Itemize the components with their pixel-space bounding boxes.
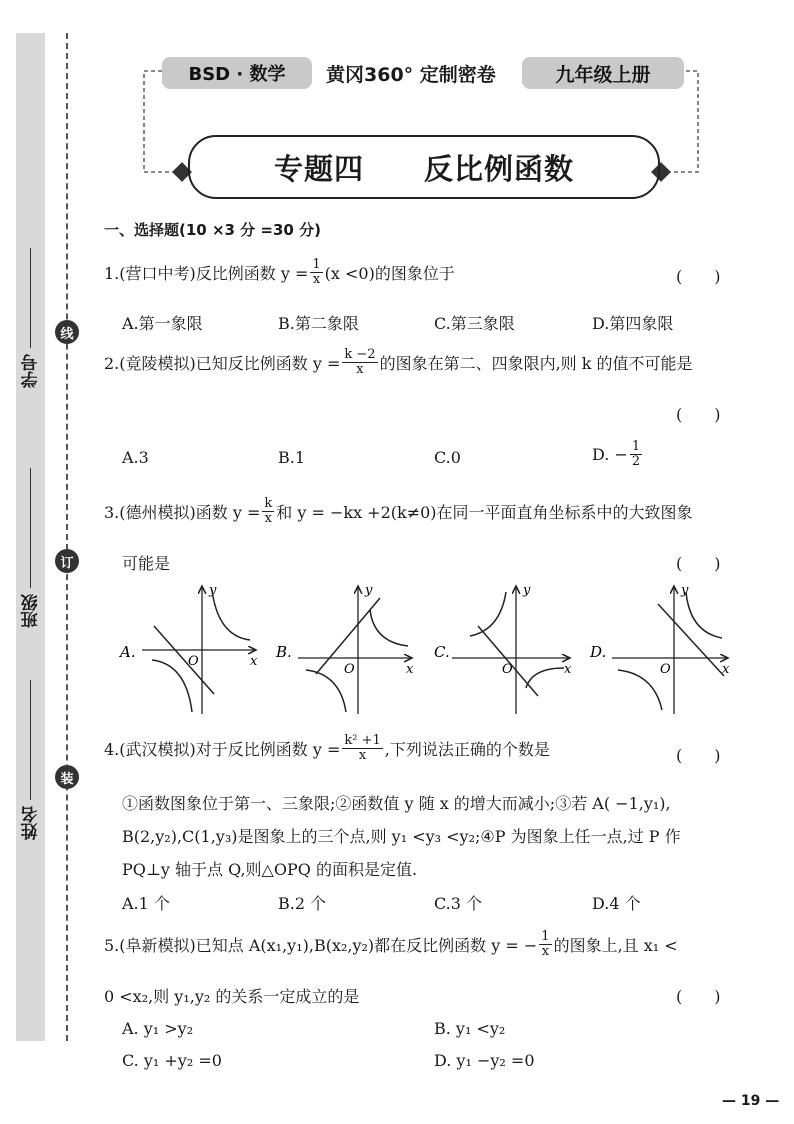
q5-option-b: B. y₁ <y₂ [434,1019,506,1038]
q4-option-a: A.1 个 [122,894,170,913]
q4-option-b: B.2 个 [278,894,327,913]
q5-suffix: 的图象上,且 x₁ < [553,936,678,955]
graph-a-x-label: x [250,654,258,669]
binding-mark-ding: 订 [55,549,79,573]
graph-d-hyperbola-2 [618,670,662,710]
graph-a-y-label: y [209,583,217,598]
graph-b-hyperbola-1 [370,610,408,646]
student-id-label: 学号 [21,354,42,388]
q2-option-a: A.3 [122,448,149,467]
q3-frac-den: x [264,511,272,526]
q1-frac-den: x [312,272,321,287]
name-underline [31,680,32,800]
q1-suffix: (x <0)的图象位于 [324,264,455,283]
binding-mark-xian: 线 [55,320,79,344]
q5-line2: 0 <x₂,则 y₁,y₂ 的关系一定成立的是 [104,987,360,1006]
class-underline [31,468,32,588]
question-3 [104,497,693,526]
q3-suffix: 和 y = −kx +2(k≠0)在同一平面直角坐标系中的大致图象 [276,503,693,522]
series-title: 黄冈360° 定制密卷 [326,64,496,86]
q1-option-a: A.第一象限 [122,314,203,333]
graph-a-label: A. [120,643,136,661]
q2-prefix: 2.(竟陵模拟)已知反比例函数 y = [104,354,341,373]
q4-frac-num: k² +1 [344,733,381,748]
q5-answer-blank[interactable]: ( ) [676,987,721,1006]
graph-d-origin: O [660,662,671,677]
q2-fraction [342,348,377,377]
graph-b-label: B. [276,643,292,661]
q2-option-d-label: D. − [592,445,628,464]
q2-answer-blank[interactable]: ( ) [676,405,721,424]
graph-a-origin: O [188,654,199,669]
question-4 [104,734,550,763]
q3-frac-num: k [264,496,273,511]
question-5 [104,930,678,959]
graph-a-hyperbola-2 [152,660,192,712]
q4-statement-line2: B(2,y₂),C(1,y₃)是图象上的三个点,则 y₁ <y₃ <y₂;④P 为图象上任一点,过 P 作 [122,827,681,846]
graph-c-y-label: y [523,583,531,598]
graph-d-x-label: x [722,662,730,677]
cut-line [66,33,68,1041]
class-label: 班级 [21,594,42,628]
q2-suffix: 的图象在第二、四象限内,则 k 的值不可能是 [379,354,693,373]
student-id-field [14,228,48,388]
graph-b-origin: O [344,662,355,677]
graph-d-label: D. [590,643,607,661]
graph-a-hyperbola-1 [212,590,250,640]
graph-c-origin: O [502,662,513,677]
q1-fraction [310,258,322,287]
q5-option-a: A. y₁ >y₂ [122,1019,194,1038]
q2-frac-den: x [356,362,364,377]
grade-pill: 九年级上册 [522,57,684,89]
graph-a [118,583,258,714]
q4-fraction [342,734,382,763]
q3-line2: 可能是 [122,554,171,573]
graph-d [589,583,730,714]
topic-title: 专题四 反比例函数 [273,151,574,186]
question-1 [104,258,455,287]
q3-prefix: 3.(德州模拟)函数 y = [104,503,261,522]
q1-frac-num: 1 [312,257,321,272]
q4-statement-line1: ①函数图象位于第一、三象限;②函数值 y 随 x 的增大而减小;③若 A( −1,y₁), [122,794,671,813]
q2-option-d-fraction [630,440,642,469]
q5-prefix: 5.(阜新模拟)已知点 A(x₁,y₁),B(x₂,y₂)都在反比例函数 y = − [104,936,538,955]
q2-option-d [592,440,644,469]
q4-statement-line3: PQ⊥y 轴于点 Q,则△OPQ 的面积是定值. [122,860,418,879]
q2-d-den: 2 [631,454,641,469]
q3-answer-blank[interactable]: ( ) [676,554,721,573]
q5-frac-num: 1 [541,929,550,944]
q1-option-b: B.第二象限 [278,314,359,333]
question-2 [104,348,693,377]
graph-b-hyperbola-2 [306,670,346,712]
class-field [14,448,48,628]
binding-mark-zhuang: 装 [55,765,79,789]
graph-c-hyperbola-1 [470,592,506,636]
q1-prefix: 1.(营口中考)反比例函数 y = [104,264,309,283]
q2-option-b: B.1 [278,448,306,467]
graph-c-label: C. [434,643,450,661]
q2-option-c: C.0 [434,448,461,467]
q2-d-num: 1 [631,439,641,454]
graph-b-x-label: x [406,662,414,677]
graph-c-x-label: x [564,662,572,677]
q4-prefix: 4.(武汉模拟)对于反比例函数 y = [104,740,341,759]
q4-frac-den: x [358,748,367,763]
name-label: 姓名 [21,806,42,840]
q5-option-d: D. y₁ −y₂ =0 [434,1051,535,1070]
section-title: 一、选择题(10 ×3 分 =30 分) [104,221,321,239]
q3-graphs [118,578,778,718]
subject-pill: BSD · 数学 [162,57,312,89]
graph-d-hyperbola-1 [686,592,722,638]
graph-d-y-label: y [681,583,689,598]
q4-suffix: ,下列说法正确的个数是 [384,740,550,759]
graph-b [275,583,414,714]
q4-option-d: D.4 个 [592,894,641,913]
q1-option-d: D.第四象限 [592,314,674,333]
q4-option-c: C.3 个 [434,894,483,913]
topic-banner [188,135,660,199]
q5-option-c: C. y₁ +y₂ =0 [122,1051,222,1070]
student-id-underline [31,248,32,348]
graph-b-y-label: y [365,583,373,598]
page-number: — 19 — [722,1093,780,1109]
q5-fraction [539,930,551,959]
graph-c-line [478,626,538,696]
q1-option-c: C.第三象限 [434,314,515,333]
q1-answer-blank[interactable]: ( ) [676,267,721,286]
q4-answer-blank[interactable]: ( ) [676,746,721,765]
q5-frac-den: x [541,944,550,959]
q3-fraction [262,497,274,526]
graph-c-hyperbola-2 [526,668,564,688]
graph-c [434,583,572,714]
q2-frac-num: k −2 [344,347,376,362]
name-field [14,660,48,840]
